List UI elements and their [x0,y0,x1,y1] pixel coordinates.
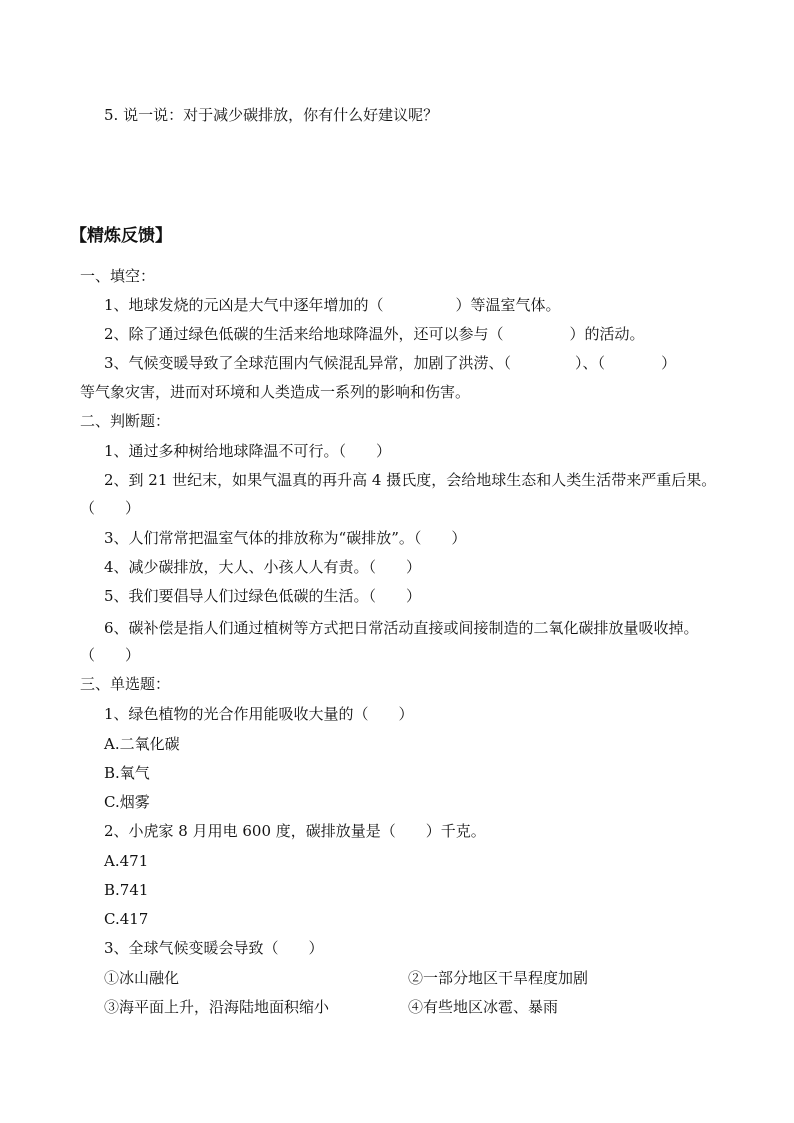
judge-question-3: 3、人们常常把温室气体的排放称为“碳排放”。（ ） [104,529,467,547]
judge-question-5: 5、我们要倡导人们过绿色低碳的生活。（ ） [104,587,422,605]
fill-question-3 [104,353,676,373]
choice-question-3: 3、全球气候变暖会导致（ ） [104,939,324,957]
judge-question-1: 1、通过多种树给地球降温不可行。（ ） [104,442,392,460]
judge-question-6: 6、碳补偿是指人们通过植树等方式把日常活动直接或间接制造的二氧化碳排放量吸收掉。 [104,619,699,637]
choice-question-2: 2、小虎家 8 月用电 600 度，碳排放量是（ ）千克。 [104,822,486,840]
fill-question-1 [104,295,561,315]
fill-question-3-cont: 等气象灾害，进而对环境和人类造成一系列的影响和伤害。 [80,383,471,401]
part3-heading: 三、单选题： [80,675,171,693]
choice-q3-item-3[interactable]: ③海平面上升，沿海陆地面积缩小 [104,998,330,1016]
choice-q3-item-2[interactable]: ②一部分地区干旱程度加剧 [408,969,589,987]
choice-q1-option-b[interactable]: B.氧气 [104,764,150,782]
choice-q2-option-c[interactable]: C.417 [104,910,149,928]
fill-q2-text-a: 2、除了通过绿色低碳的生活来给地球降温外，还可以参与（ [104,325,504,343]
fill-q3-text-b: ）、（ [575,354,606,372]
fill-q3-text-a: 3、气候变暖导致了全球范围内气候混乱异常，加剧了洪涝、（ [104,354,512,372]
choice-q3-item-1[interactable]: ①冰山融化 [104,969,180,987]
judge-question-4: 4、减少碳排放，大人、小孩人人有责。（ ） [104,558,422,576]
judge-question-2: 2、到 21 世纪末，如果气温真的再升高 4 摄氏度，会给地球生态和人类生活带来严重后果。 [104,471,717,489]
fill-q1-text-a: 1、地球发烧的元凶是大气中逐年增加的（ [104,296,384,314]
part2-heading: 二、判断题： [80,412,171,430]
fill-q3-text-c: ） [661,354,677,372]
choice-question-1: 1、绿色植物的光合作用能吸收大量的（ ） [104,705,414,723]
choice-q1-option-a[interactable]: A.二氧化碳 [104,735,180,753]
fill-question-2 [104,324,645,344]
judge-question-2-bracket[interactable]: （ ） [80,499,141,517]
judge-question-6-bracket[interactable]: （ ） [80,646,141,664]
fill-q1-text-b: ）等温室气体。 [455,296,561,314]
fill-q2-text-b: ）的活动。 [569,325,645,343]
choice-q3-item-4[interactable]: ④有些地区冰雹、暴雨 [408,998,559,1016]
question-5: 5. 说一说：对于减少碳排放，你有什么好建议呢？ [104,106,439,124]
choice-q2-option-b[interactable]: B.741 [104,881,149,899]
choice-q1-option-c[interactable]: C.烟雾 [104,793,150,811]
choice-q2-option-a[interactable]: A.471 [104,852,149,870]
part1-heading: 一、填空： [80,267,156,285]
section-title: 【精炼反馈】 [70,226,172,246]
